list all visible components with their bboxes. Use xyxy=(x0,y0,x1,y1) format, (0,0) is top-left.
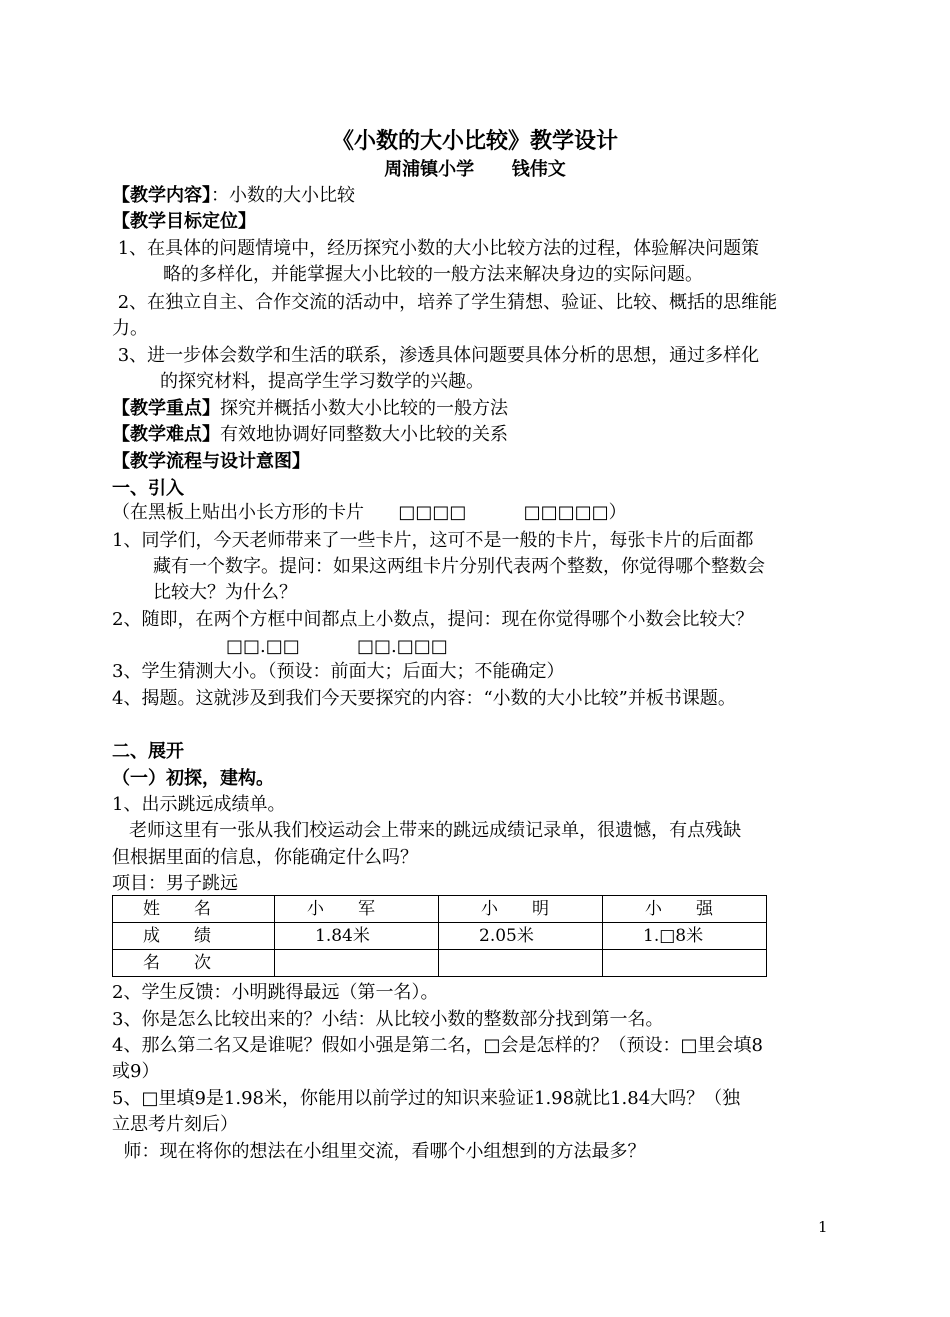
section1-p2: 2、随即，在两个方框中间都点上小数点，提问：现在你觉得哪个小数会比较大？ xyxy=(112,609,754,630)
section1-note: （在黑板上贴出小长方形的卡片 □□□□ □□□□□） xyxy=(112,502,627,523)
section2-heading: 二、展开 xyxy=(112,741,184,762)
difficulty-line xyxy=(112,422,508,448)
section2-s5-line2: 立思考片刻后） xyxy=(112,1114,238,1135)
goals-label: 【教学目标定位】 xyxy=(112,211,256,232)
section1-p1-line1: 1、同学们，今天老师带来了一些卡片，这可不是一般的卡片，每张卡片的后面都 xyxy=(112,530,754,551)
goal-3-line2: 的探究材料，提高学生学习数学的兴趣。 xyxy=(160,371,484,392)
goal-2-line1: 2、在独立自主、合作交流的活动中，培养了学生猜想、验证、比较、概括的思维能 xyxy=(112,292,778,313)
table-cell: 姓 名 xyxy=(113,896,275,923)
section2-s1-line1: 老师这里有一张从我们校运动会上带来的跳远成绩记录单，很遗憾，有点残缺 xyxy=(112,820,742,841)
table-cell xyxy=(275,950,439,977)
section2-sub: （一）初探，建构。 xyxy=(112,768,274,789)
score-table xyxy=(112,895,767,977)
table-cell xyxy=(439,950,603,977)
section2-s6: 师：现在将你的想法在小组里交流，看哪个小组想到的方法最多？ xyxy=(112,1141,646,1162)
section2-s1-line2: 但根据里面的信息，你能确定什么吗？ xyxy=(112,847,418,868)
difficulty-text: 有效地协调好同整数大小比较的关系 xyxy=(220,424,508,445)
section2-s2: 2、学生反馈：小明跳得最远（第一名）。 xyxy=(112,982,439,1003)
table-cell: 小 军 xyxy=(275,896,439,923)
content-label: 【教学内容】 xyxy=(112,185,211,206)
content-text: ：小数的大小比较 xyxy=(211,185,355,206)
page-number: 1 xyxy=(818,1218,828,1236)
table-cell: 名 次 xyxy=(113,950,275,977)
section2-s3: 3、你是怎么比较出来的？小结：从比较小数的整数部分找到第一名。 xyxy=(112,1009,664,1030)
author-line: 周浦镇小学 钱伟文 xyxy=(384,159,566,180)
section2-s1: 1、出示跳远成绩单。 xyxy=(112,794,286,815)
section1-p3: 3、学生猜测大小。（预设：前面大；后面大；不能确定） xyxy=(112,661,565,682)
project-label: 项目：男子跳远 xyxy=(112,873,238,894)
content-line xyxy=(112,183,355,209)
table-cell: 小 明 xyxy=(439,896,603,923)
section2-s5-line1: 5、□里填9是1.98米，你能用以前学过的知识来验证1.98就比1.84大吗？（独 xyxy=(112,1088,741,1109)
table-row xyxy=(113,950,767,977)
section1-p1-line3: 比较大？为什么？ xyxy=(153,582,297,603)
section1-p2-cards: □□.□□ □□.□□□ xyxy=(226,636,448,657)
section1-p4: 4、揭题。这就涉及到我们今天要探究的内容：“小数的大小比较”并板书课题。 xyxy=(112,688,736,709)
difficulty-label: 【教学难点】 xyxy=(112,424,220,445)
section2-s4-line1: 4、那么第二名又是谁呢？假如小强是第二名，□会是怎样的？（预设：□里会填8 xyxy=(112,1035,763,1056)
section1-p1-line2: 藏有一个数字。提问：如果这两组卡片分别代表两个整数，你觉得哪个整数会 xyxy=(153,556,765,577)
key-point-label: 【教学重点】 xyxy=(112,398,220,419)
table-cell: 2.05米 xyxy=(439,923,603,950)
table-cell: 1.84米 xyxy=(275,923,439,950)
key-point-text: 探究并概括小数大小比较的一般方法 xyxy=(220,398,508,419)
table-cell: 小 强 xyxy=(603,896,767,923)
goal-3-line1: 3、进一步体会数学和生活的联系，渗透具体问题要具体分析的思想，通过多样化 xyxy=(112,345,760,366)
table-cell: 成 绩 xyxy=(113,923,275,950)
table-cell: 1.□8米 xyxy=(603,923,767,950)
table-row xyxy=(113,896,767,923)
table-cell xyxy=(603,950,767,977)
section2-s4-line2: 或9） xyxy=(112,1061,160,1082)
table-row xyxy=(113,923,767,950)
key-point-line xyxy=(112,396,508,422)
page-title: 《小数的大小比较》教学设计 xyxy=(331,129,618,154)
goal-1-line2: 略的多样化，并能掌握大小比较的一般方法来解决身边的实际问题。 xyxy=(163,264,703,285)
flow-label: 【教学流程与设计意图】 xyxy=(112,451,310,472)
section1-heading: 一、引入 xyxy=(112,478,184,499)
goal-1-line1: 1、在具体的问题情境中，经历探究小数的大小比较方法的过程，体验解决问题策 xyxy=(112,238,760,259)
goal-2-line2: 力。 xyxy=(112,318,148,339)
